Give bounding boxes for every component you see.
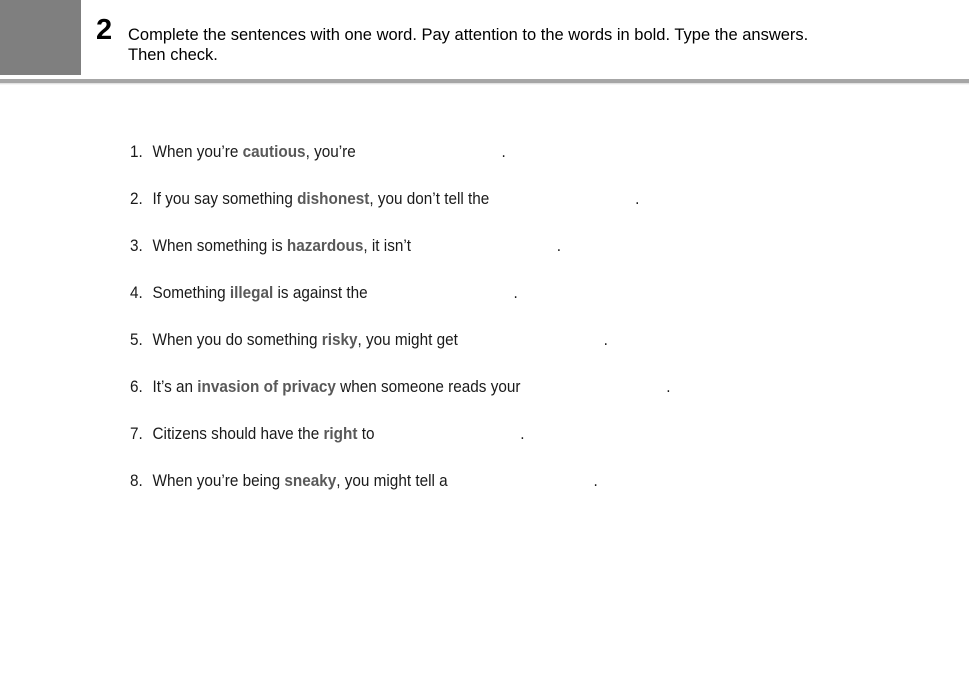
sentence-end: .: [501, 142, 506, 161]
sentence-start: Citizens should have the: [152, 424, 324, 443]
sentence-end: .: [513, 283, 518, 302]
question-1: [130, 139, 671, 186]
answer-input-4[interactable]: [369, 283, 513, 305]
instruction-line-2: Then check.: [128, 46, 218, 64]
bold-keyword: right: [323, 424, 358, 443]
sentence-middle: , you don’t tell the: [369, 189, 490, 208]
question-number: 5.: [130, 330, 143, 349]
header-grey-block: [0, 0, 81, 75]
sentence-start: When you’re: [152, 142, 243, 161]
answer-input-6[interactable]: [522, 377, 666, 399]
question-3: [130, 233, 671, 280]
header-divider-shadow: [0, 83, 969, 85]
question-number: 7.: [130, 424, 143, 443]
exercise-instruction: [128, 25, 948, 65]
sentence-start: When something is: [152, 236, 287, 255]
question-number: 3.: [130, 236, 143, 255]
instruction-line-1: Complete the sentences with one word. Pay attention to the words in bold. Type the answers.: [128, 26, 809, 44]
sentence-start: When you’re being: [152, 471, 285, 490]
question-number: 1.: [130, 142, 143, 161]
sentence-middle: , you’re: [305, 142, 356, 161]
question-number: 4.: [130, 283, 143, 302]
sentence-middle: when someone reads your: [335, 377, 521, 396]
answer-input-2[interactable]: [491, 189, 635, 211]
answer-input-8[interactable]: [449, 471, 593, 493]
sentence-start: When you do something: [152, 330, 322, 349]
question-7: [130, 421, 671, 468]
sentence-end: .: [666, 377, 671, 396]
sentence-end: .: [603, 330, 608, 349]
sentence-end: .: [635, 189, 640, 208]
sentence-end: .: [520, 424, 525, 443]
bold-keyword: dishonest: [297, 189, 370, 208]
question-number: 6.: [130, 377, 143, 396]
sentence-start: It’s an: [152, 377, 198, 396]
sentence-end: .: [593, 471, 598, 490]
sentence-middle: to: [357, 424, 375, 443]
answer-input-5[interactable]: [460, 330, 604, 352]
sentence-middle: , you might tell a: [336, 471, 448, 490]
bold-keyword: cautious: [242, 142, 306, 161]
question-5: [130, 327, 671, 374]
question-6: [130, 374, 671, 421]
sentence-end: .: [556, 236, 562, 255]
exercise-header: [0, 0, 969, 79]
exercise-number: 2: [96, 14, 113, 46]
question-4: [130, 280, 671, 327]
bold-keyword: hazardous: [286, 236, 364, 255]
sentence-middle: , it isn’t: [363, 236, 412, 255]
sentence-start: Something: [152, 283, 230, 302]
question-number: 2.: [130, 189, 143, 208]
sentence-middle: is against the: [273, 283, 368, 302]
question-8: [130, 468, 671, 515]
question-list: [130, 139, 731, 515]
question-2: [130, 186, 671, 233]
answer-input-3[interactable]: [413, 236, 557, 258]
bold-keyword: illegal: [229, 283, 274, 302]
answer-input-1[interactable]: [358, 142, 502, 164]
question-number: 8.: [130, 471, 143, 490]
answer-input-7[interactable]: [376, 424, 520, 446]
sentence-middle: , you might get: [357, 330, 458, 349]
sentence-start: If you say something: [152, 189, 298, 208]
bold-keyword: sneaky: [284, 471, 337, 490]
bold-keyword: risky: [321, 330, 358, 349]
bold-keyword: invasion of privacy: [197, 377, 336, 396]
